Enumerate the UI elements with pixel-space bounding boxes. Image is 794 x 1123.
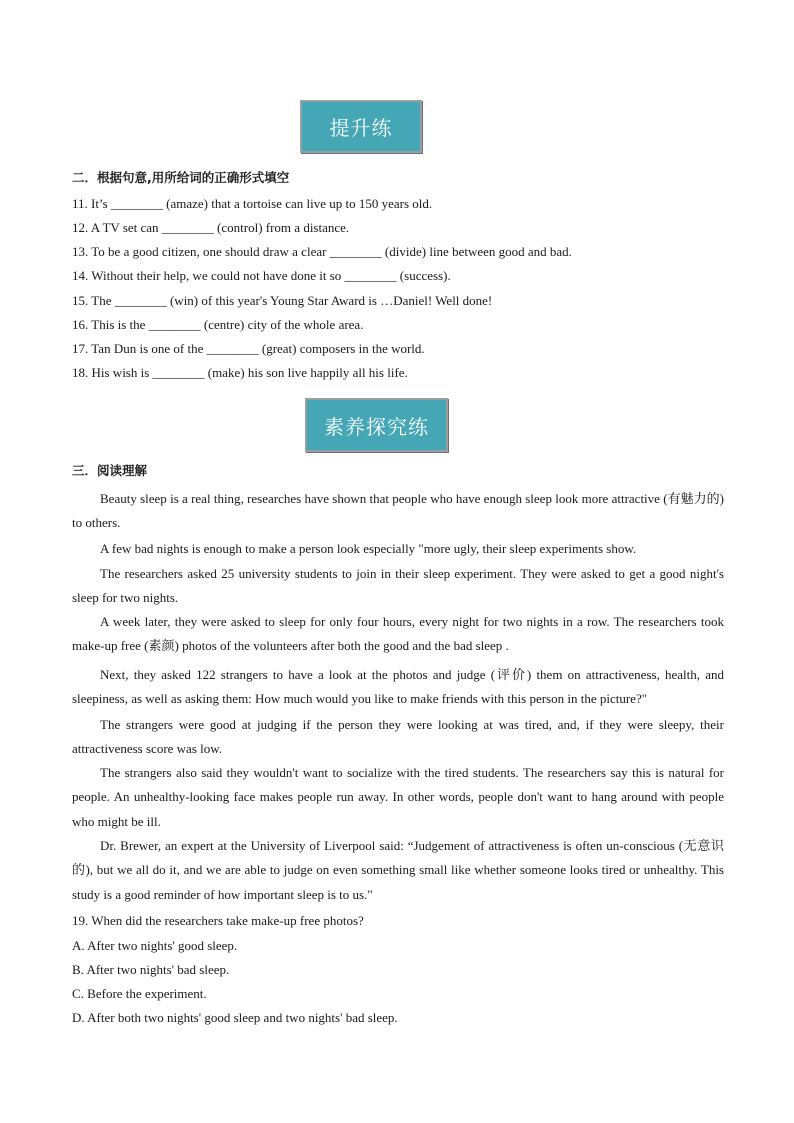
section3-heading: 三．阅读理解	[72, 463, 148, 478]
option-d: D. After both two nights' good sleep and two nights' bad sleep.	[72, 1010, 398, 1025]
question-19: 19. When did the researchers take make-up free photos?	[72, 913, 364, 928]
exercise-item-11: 11. It’s ________ (amaze) that a tortoise can live up to 150 years old.	[72, 196, 433, 211]
reading-paragraph-8: Dr. Brewer, an expert at the University of Liverpool said: “Judgement of attractiveness is often un-conscious (无意识的), but we all do it, and we are able to judge on even something small like whether someone looks tired or unhealthy. This study is a good reminder of how important sleep is to us."	[72, 838, 724, 902]
reading-paragraph-3: The researchers asked 25 university students to join in their sleep experiment. They were asked to get a good night's sleep for two nights.	[72, 566, 724, 606]
inquiry-banner	[305, 398, 448, 452]
reading-paragraph-6: The strangers were good at judging if the person they were looking at was tired, and, if they were sleepy, their attractiveness score was low.	[72, 717, 724, 757]
reading-paragraph-1: Beauty sleep is a real thing, researches have shown that people who have enough sleep look more attractive (有魅力的) to others.	[72, 491, 724, 531]
reading-paragraph-2: A few bad nights is enough to make a person look especially "more ugly, their sleep experiments show.	[100, 541, 637, 556]
reading-paragraph-4: A week later, they were asked to sleep for only four hours, every night for two nights in a row. The researchers took make-up free (素颜) photos of the volunteers after both the good and the bad sleep .	[72, 614, 724, 654]
option-a: A. After two nights' good sleep.	[72, 938, 238, 953]
exercise-item-15: 15. The ________ (win) of this year's Young Star Award is …Daniel! Well done!	[72, 293, 493, 308]
exercise-item-17: 17. Tan Dun is one of the ________ (great) composers in the world.	[72, 341, 425, 356]
reading-paragraph-5: Next, they asked 122 strangers to have a look at the photos and judge (评价) them on attractiveness, health, and sleepiness, as well as asking them: How much would you like to make friends with this person in the picture?"	[72, 667, 724, 707]
exercise-item-12: 12. A TV set can ________ (control) from a distance.	[72, 220, 350, 235]
exercise-item-14: 14. Without their help, we could not have done it so ________ (success).	[72, 268, 451, 283]
exercise-item-18: 18. His wish is ________ (make) his son live happily all his life.	[72, 365, 408, 380]
practice-banner	[300, 100, 422, 153]
exercise-item-13: 13. To be a good citizen, one should draw a clear ________ (divide) line between good and bad.	[72, 244, 572, 259]
reading-paragraph-7: The strangers also said they wouldn't want to socialize with the tired students. The researchers say this is natural for people. An unhealthy-looking face makes people run away. In other words, people don't want to hang around with people who might be ill.	[72, 765, 724, 829]
inquiry-banner-label: 素养探究练	[324, 414, 429, 439]
practice-banner-label: 提升练	[329, 116, 393, 140]
option-c: C. Before the experiment.	[72, 986, 207, 1001]
section2-heading: 二．根据句意,用所给词的正确形式填空	[72, 170, 290, 185]
option-b: B. After two nights' bad sleep.	[72, 962, 230, 977]
exercise-item-16: 16. This is the ________ (centre) city of the whole area.	[72, 317, 364, 332]
